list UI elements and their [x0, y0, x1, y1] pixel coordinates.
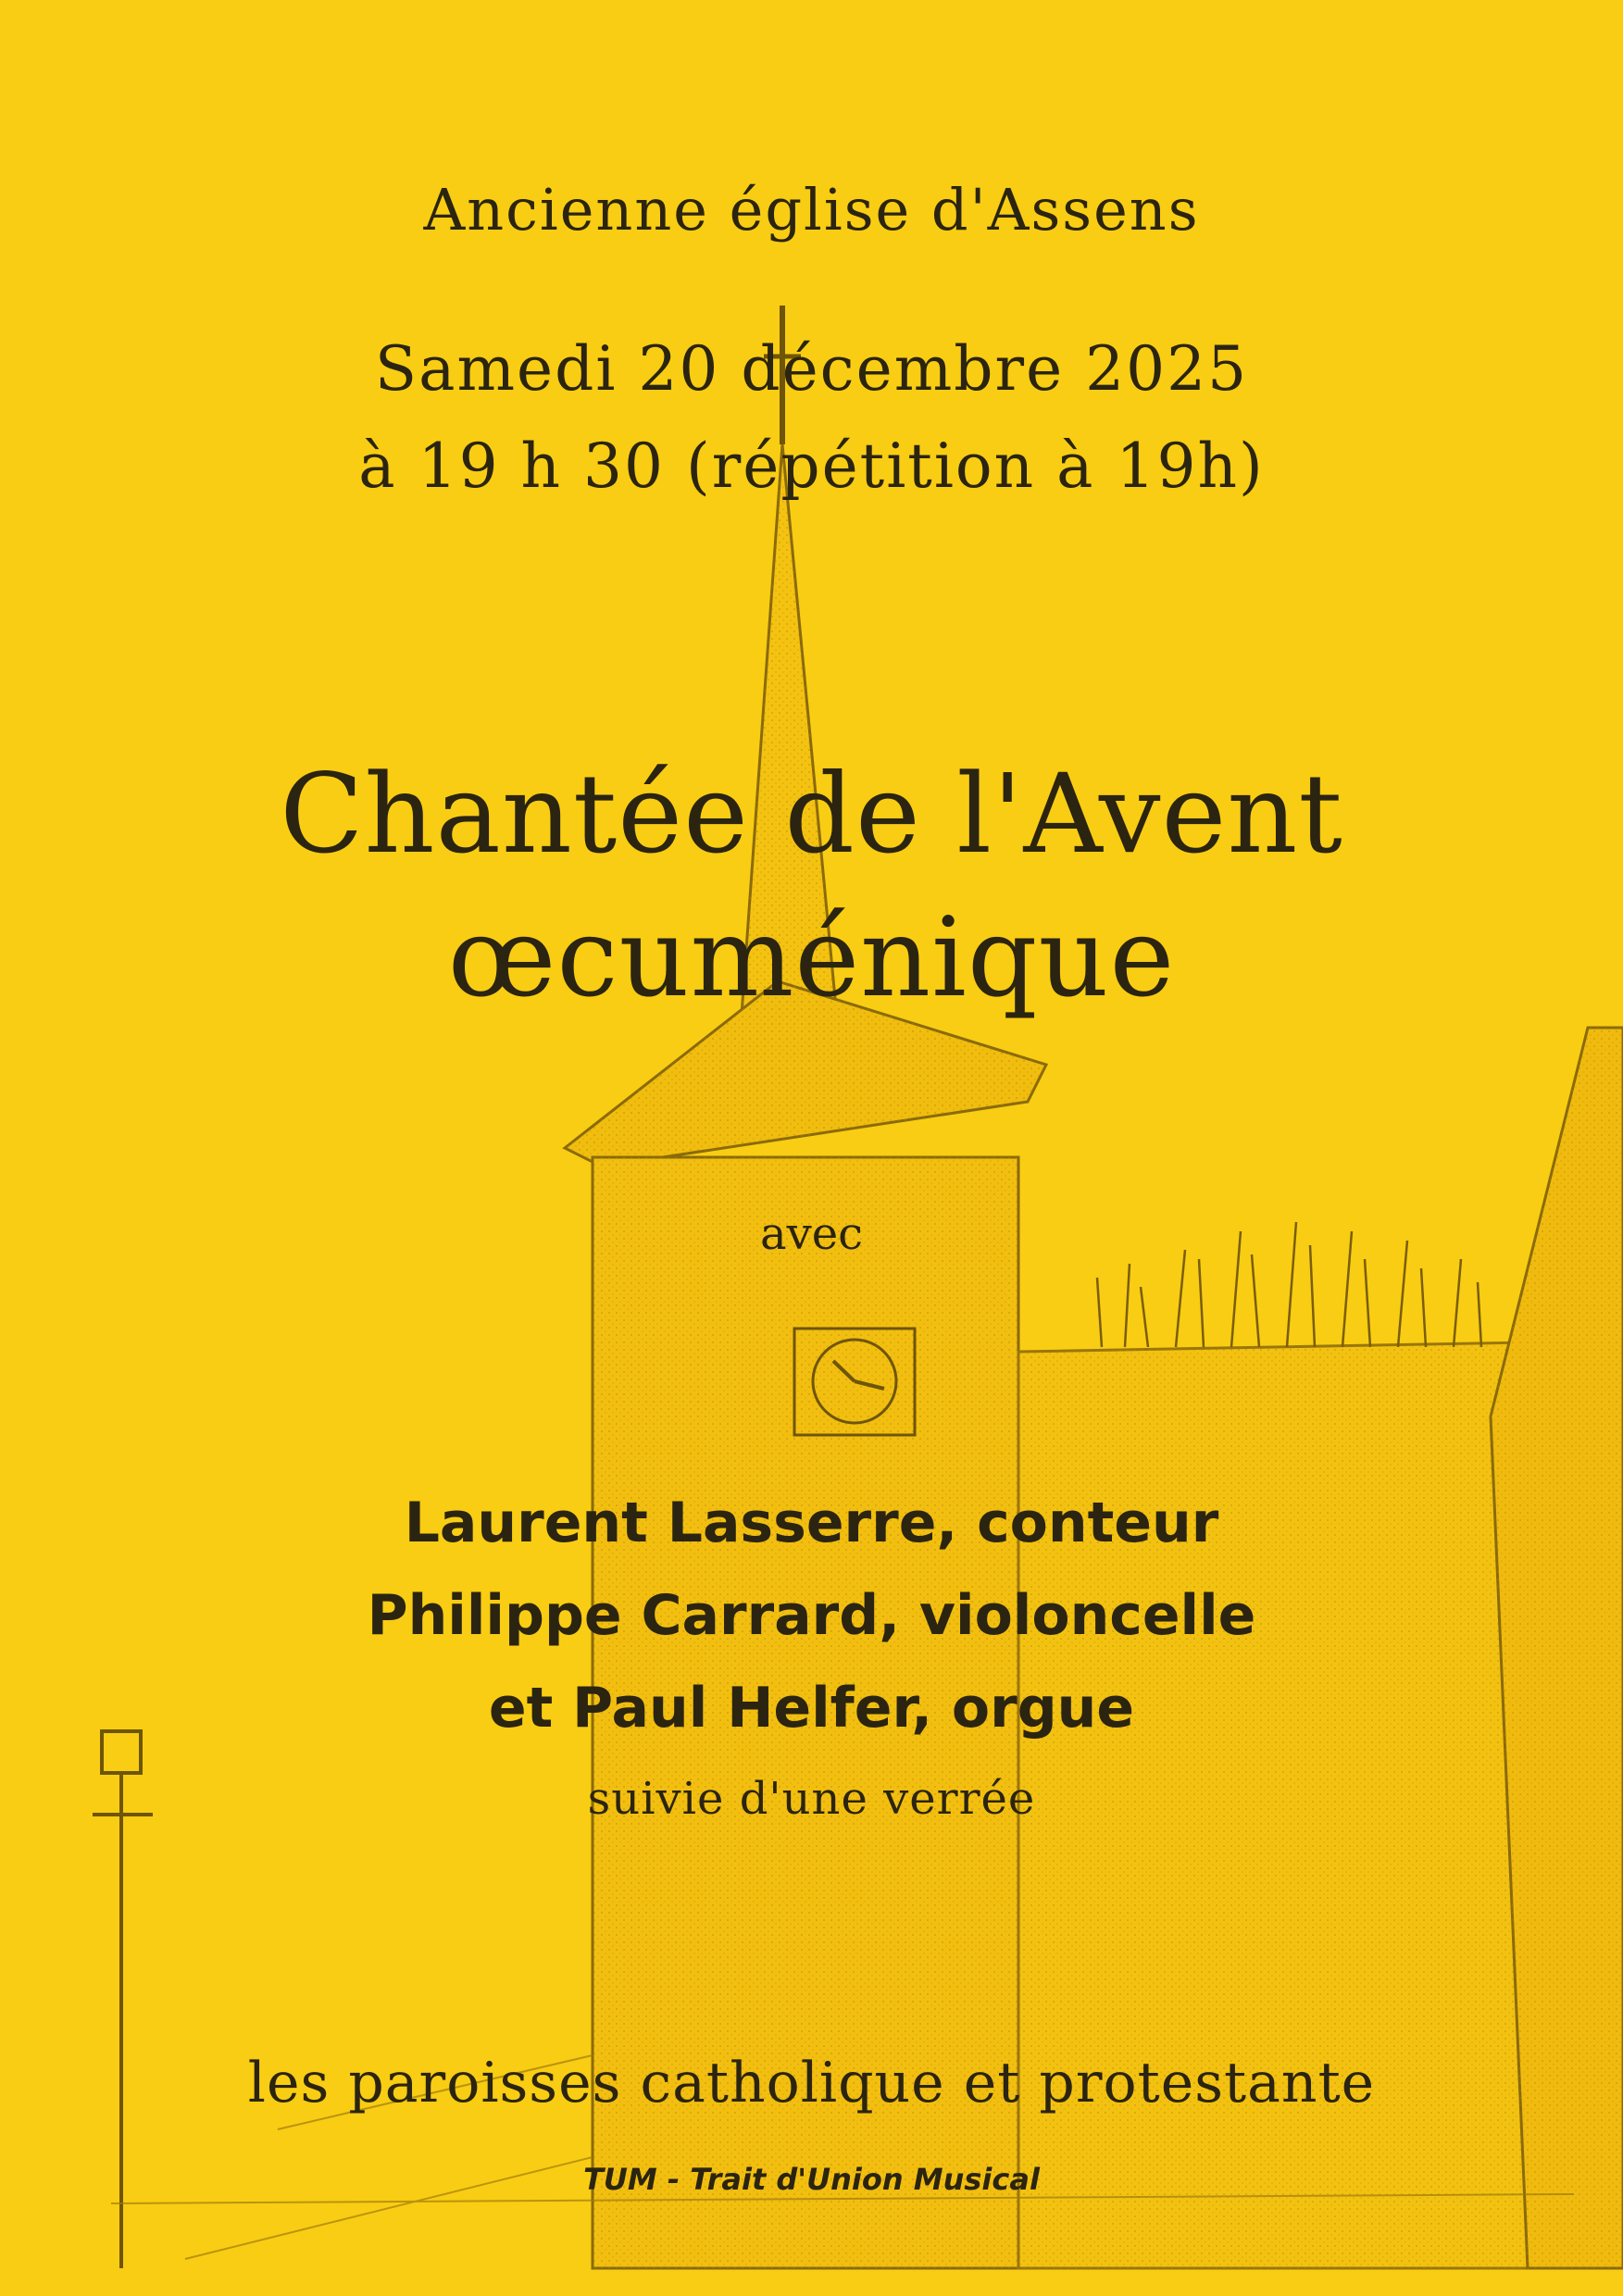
performer-organist: et Paul Helfer, orgue — [488, 1676, 1135, 1741]
event-time: à 19 h 30 (répétition à 19h) — [358, 430, 1265, 502]
event-date: Samedi 20 décembre 2025 — [374, 333, 1249, 405]
performer-storyteller: Laurent Lasserre, conteur — [404, 1491, 1219, 1555]
footer-credit: TUM - Trait d'Union Musical — [583, 2162, 1040, 2197]
performer-cellist: Philippe Carrard, violoncelle — [367, 1583, 1256, 1648]
organizers: les paroisses catholique et protestante — [247, 2051, 1376, 2115]
with-label: avec — [759, 1208, 864, 1260]
reception-note: suivie d'une verrée — [587, 1773, 1036, 1825]
event-title-line1: Chantée de l'Avent — [280, 750, 1343, 878]
venue-name: Ancienne église d'Assens — [423, 176, 1200, 243]
event-title-line2: œcuménique — [447, 893, 1176, 1021]
